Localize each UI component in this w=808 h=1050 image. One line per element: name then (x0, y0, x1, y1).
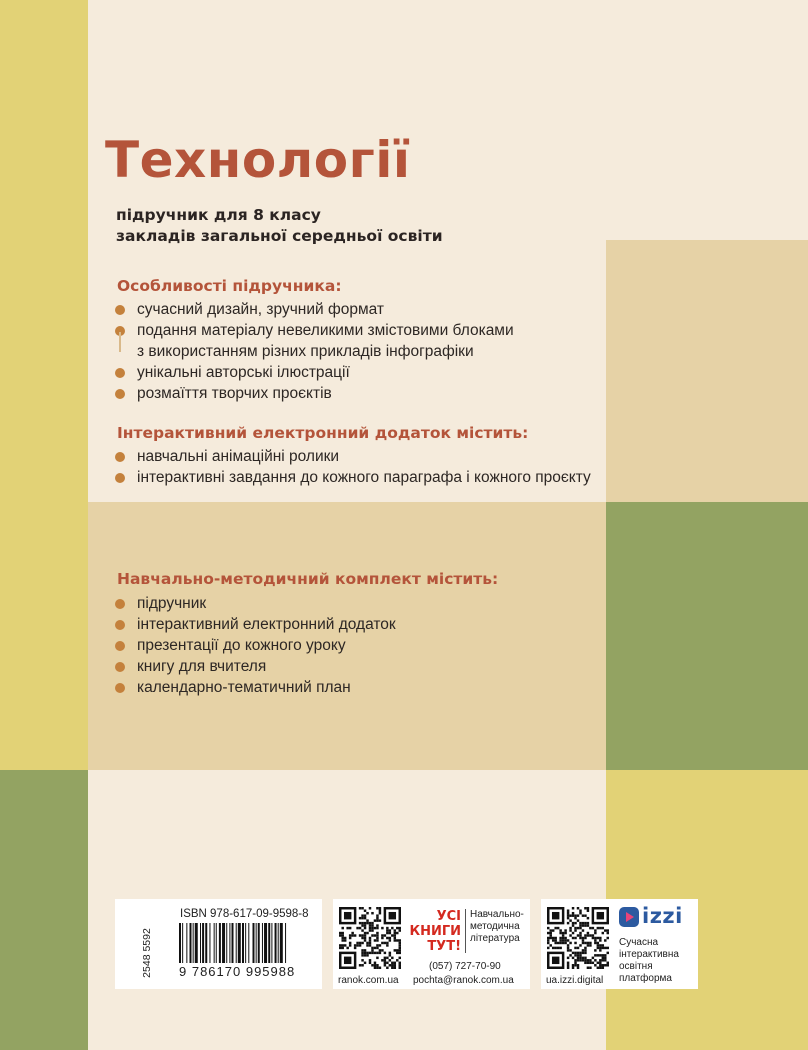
bg-yellow-left-top (0, 0, 88, 770)
bg-green-right-middle (606, 502, 808, 770)
list-item-text: розмаїття творчих проєктів (137, 385, 332, 402)
bullet-icon (115, 641, 125, 651)
list-item-text: книгу для вчителя (137, 658, 267, 675)
list-item (115, 593, 396, 614)
features-heading: Особливості підручника: (117, 277, 342, 295)
promo-line: УСІ (436, 909, 461, 924)
promo-line: КНИГИ (409, 924, 461, 939)
category-line: література (470, 933, 520, 944)
list-item-continuation (115, 341, 514, 362)
ean-number: 9 786170 995988 (179, 964, 296, 979)
list-item (115, 467, 591, 488)
bg-tan-right-top (606, 240, 808, 502)
list-item (115, 383, 514, 404)
tagline-line: Сучасна (619, 937, 659, 948)
list-item-text: подання матеріалу невеликими змістовими блоками (137, 322, 514, 339)
list-item-text: презентації до кожного уроку (137, 637, 346, 654)
list-item (115, 614, 396, 635)
bullet-icon (115, 599, 125, 609)
book-title: Технології (105, 131, 411, 189)
ranok-email[interactable]: pochta@ranok.com.ua (413, 975, 514, 986)
bullet-icon (115, 683, 125, 693)
list-item-text: з використанням різних прикладів інфографіки (137, 343, 474, 360)
tagline-line: платформа (619, 973, 672, 984)
barcode-icon (179, 923, 321, 963)
list-item (115, 320, 514, 341)
bullet-icon (115, 368, 125, 378)
bg-green-left-bottom (0, 770, 88, 1050)
list-item-text: інтерактивний електронний додаток (137, 616, 396, 633)
side-code: 2548 5592 (141, 928, 153, 978)
bullet-icon (115, 452, 125, 462)
izzi-card (541, 899, 698, 989)
ranok-card (333, 899, 530, 989)
promo-line: ТУТ! (427, 939, 461, 954)
barcode-card (115, 899, 322, 989)
subtitle-line: закладів загальної середньої освіти (116, 227, 443, 245)
izzi-site[interactable]: ua.izzi.digital (546, 975, 604, 986)
interactive-heading: Інтерактивний електронний додаток містить: (117, 424, 529, 442)
list-item (115, 446, 591, 467)
ranok-site[interactable]: ranok.com.ua (338, 975, 399, 986)
list-item-text: унікальні авторські ілюстрації (137, 364, 350, 381)
izzi-logo: izzi (642, 904, 683, 928)
category-line: Навчально- (470, 909, 524, 920)
bullet-icon (115, 389, 125, 399)
list-item (115, 656, 396, 677)
qr-code-icon (339, 907, 401, 969)
ranok-phone: (057) 727-70-90 (429, 961, 501, 972)
kit-heading: Навчально-методичний комплект містить: (117, 570, 499, 588)
category-line: методична (470, 921, 520, 932)
tagline-line: інтерактивна (619, 949, 679, 960)
list-item-text: календарно-тематичний план (137, 679, 351, 696)
qr-code-icon (547, 907, 609, 969)
list-item-text: сучасний дизайн, зручний формат (137, 301, 384, 318)
list-item (115, 635, 396, 656)
bullet-icon (115, 305, 125, 315)
bullet-icon (115, 473, 125, 483)
list-item (115, 299, 514, 320)
book-subtitle (116, 205, 443, 247)
izzi-tagline (619, 937, 679, 985)
list-item (115, 677, 396, 698)
promo-text (405, 909, 461, 954)
tagline-line: освітня (619, 961, 653, 972)
divider (465, 909, 466, 953)
category-text (470, 909, 524, 945)
isbn-number: ISBN 978-617-09-9598-8 (180, 908, 309, 920)
kit-list (115, 593, 396, 698)
list-item (115, 362, 514, 383)
subtitle-line: підручник для 8 класу (116, 206, 321, 224)
bullet-icon (115, 620, 125, 630)
list-item-text: підручник (137, 595, 207, 612)
list-item-text: інтерактивні завдання до кожного параграфа і кожного проєкту (137, 469, 591, 486)
interactive-list (115, 446, 591, 488)
izzi-play-icon (619, 907, 639, 927)
features-list (115, 299, 514, 404)
list-item-text: навчальні анімаційні ролики (137, 448, 340, 465)
bullet-icon (115, 662, 125, 672)
